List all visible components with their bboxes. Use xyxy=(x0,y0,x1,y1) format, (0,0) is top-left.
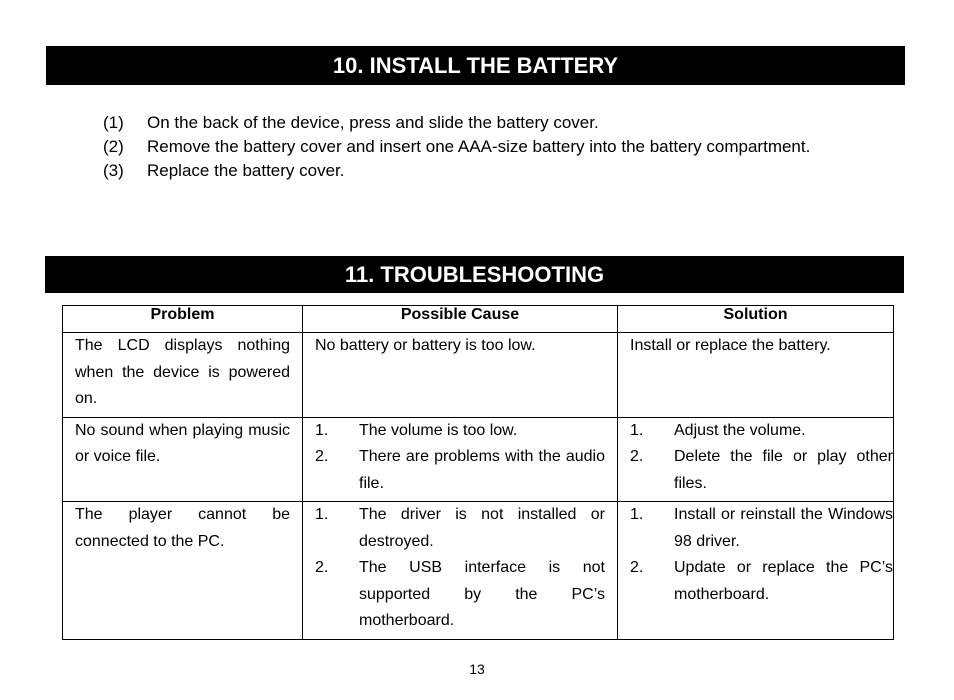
cause-cell: No battery or battery is too low. xyxy=(303,333,618,418)
step-item xyxy=(103,135,858,159)
list-text: Adjust the volume. xyxy=(674,421,806,439)
solution-cell xyxy=(618,502,894,640)
step-text: Remove the battery cover and insert one AAA-size battery into the battery compartment. xyxy=(147,137,811,156)
cause-cell xyxy=(303,417,618,502)
list-item xyxy=(630,418,893,445)
list-text: Update or replace the PC’s motherboard. xyxy=(674,559,893,603)
list-number: 2. xyxy=(630,559,644,576)
section-title: 10. INSTALL THE BATTERY xyxy=(332,52,619,78)
solution-cell: Install or replace the battery. xyxy=(618,333,894,418)
section-install-battery-heading xyxy=(46,46,905,85)
list-item xyxy=(630,502,893,555)
table-header-row xyxy=(63,306,894,333)
step-item xyxy=(103,111,858,135)
table-row xyxy=(63,333,894,418)
page-number: 13 xyxy=(469,661,485,677)
list-item xyxy=(315,418,605,445)
list-item xyxy=(630,555,893,608)
problem-cell: No sound when playing music or voice file. xyxy=(63,417,303,502)
list-text: Install or reinstall the Windows 98 driver. xyxy=(674,506,893,550)
section-troubleshooting-heading xyxy=(45,256,904,293)
column-header: Possible Cause xyxy=(303,306,618,333)
list-number: 2. xyxy=(315,559,329,576)
step-number: (2) xyxy=(103,137,124,156)
list-number: 1. xyxy=(315,506,329,523)
step-item xyxy=(103,159,858,183)
table-row xyxy=(63,417,894,502)
step-number: (1) xyxy=(103,113,124,132)
problem-cell: The LCD displays nothing when the device is powered on. xyxy=(63,333,303,418)
list-text: The volume is too low. xyxy=(359,421,518,439)
list-number: 2. xyxy=(315,448,329,465)
column-header: Problem xyxy=(63,306,303,333)
solution-cell xyxy=(618,417,894,502)
problem-cell: The player cannot be connected to the PC. xyxy=(63,502,303,640)
step-number: (3) xyxy=(103,161,124,180)
list-item xyxy=(630,444,893,497)
list-number: 1. xyxy=(315,421,329,439)
column-header: Solution xyxy=(618,306,894,333)
list-number: 2. xyxy=(630,448,644,465)
cause-cell xyxy=(303,502,618,640)
table-row xyxy=(63,502,894,640)
list-text: The driver is not installed or destroyed. xyxy=(359,506,605,550)
list-item xyxy=(315,444,605,497)
list-item xyxy=(315,555,605,635)
list-number: 1. xyxy=(630,421,644,439)
list-text: There are problems with the audio file. xyxy=(359,448,605,492)
list-item xyxy=(315,502,605,555)
battery-steps-list xyxy=(103,111,858,183)
list-text: The USB interface is not supported by the PC’s motherboard. xyxy=(359,559,605,629)
list-text: Delete the file or play other files. xyxy=(674,448,893,492)
step-text: On the back of the device, press and slide the battery cover. xyxy=(147,113,599,132)
troubleshooting-table xyxy=(62,305,894,640)
step-text: Replace the battery cover. xyxy=(147,161,345,180)
section-title: 11. TROUBLESHOOTING xyxy=(344,261,605,287)
list-number: 1. xyxy=(630,506,644,523)
